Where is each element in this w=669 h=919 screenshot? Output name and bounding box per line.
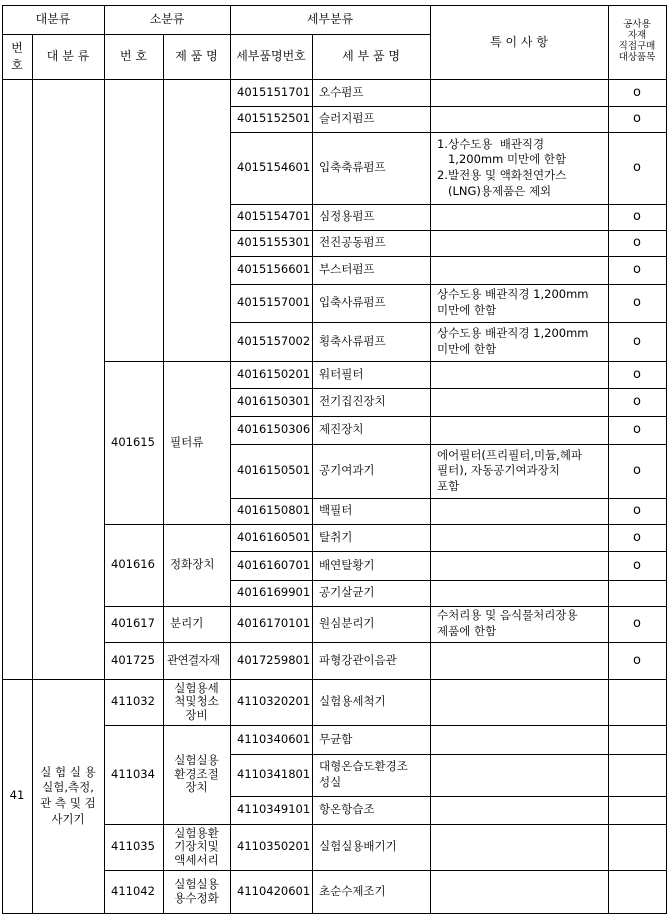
direct-purchase-mark: o <box>633 652 641 668</box>
detail-code: 4110340601 <box>237 731 311 746</box>
detail-note: 수처리용 및 음식물처리장용 제품에 한함 <box>437 608 578 638</box>
direct-purchase-mark <box>608 679 666 725</box>
direct-purchase-mark: o <box>633 422 641 438</box>
detail-name: 탈취기 <box>319 529 353 544</box>
detail-name: 항온항습조 <box>319 802 375 817</box>
detail-code: 4017259801 <box>237 652 311 667</box>
detail-code: 4015155301 <box>237 235 311 250</box>
detail-note <box>430 870 608 913</box>
detail-note <box>430 679 608 725</box>
detail-note <box>430 524 608 551</box>
minor-group-no: 401615 <box>111 434 155 449</box>
detail-name: 무균함 <box>319 731 353 746</box>
detail-code: 4016150501 <box>237 463 311 478</box>
header-major-group: 대분류 <box>35 12 71 27</box>
detail-note <box>430 416 608 444</box>
detail-note <box>430 754 608 796</box>
minor-group-no: 401617 <box>111 616 155 631</box>
detail-code: 4110320201 <box>237 694 311 709</box>
direct-purchase-mark: o <box>633 160 641 176</box>
direct-purchase-mark <box>608 580 666 606</box>
detail-code: 4016150306 <box>237 422 311 437</box>
detail-code: 4110341801 <box>237 767 311 782</box>
minor-group-name: 분리기 <box>170 616 204 631</box>
detail-note <box>430 204 608 230</box>
minor-group-no: 411042 <box>111 883 155 898</box>
detail-note <box>430 796 608 824</box>
detail-name: 제진장치 <box>319 422 364 437</box>
detail-code: 4016150301 <box>237 394 311 409</box>
direct-purchase-mark: o <box>633 529 641 545</box>
detail-code: 4015157001 <box>237 295 311 310</box>
detail-code: 4015154701 <box>237 209 311 224</box>
direct-purchase-mark: o <box>633 235 641 251</box>
minor-group-no: 411032 <box>111 694 155 709</box>
minor-group-no: 411034 <box>111 766 155 781</box>
direct-purchase-mark: o <box>633 333 641 349</box>
detail-note: 1.상수도용 배관직경 1,200mm 미만에 한함 2.발전용 및 액화천연가스 (LNG)용제품은 제외 <box>437 136 567 198</box>
detail-code: 4016150801 <box>237 503 311 518</box>
detail-name: 입축축류펌프 <box>319 160 386 175</box>
major-group-no: 41 <box>9 788 25 803</box>
detail-note <box>430 824 608 870</box>
detail-name: 백필터 <box>319 503 353 518</box>
detail-name: 공기살균기 <box>319 585 375 600</box>
detail-name: 슬러지펌프 <box>319 111 375 126</box>
detail-note <box>430 256 608 284</box>
minor-group-no: 411035 <box>111 839 155 854</box>
minor-group-name: 실험실용 환경조절 장치 <box>174 752 219 795</box>
detail-code: 4015156601 <box>237 262 311 277</box>
detail-name: 입축사류펌프 <box>319 295 386 310</box>
detail-name: 부스터펌프 <box>319 262 375 277</box>
detail-code: 4016170101 <box>237 616 311 631</box>
detail-name: 실험실용배기기 <box>319 839 397 854</box>
detail-note <box>430 388 608 416</box>
detail-name: 원심분리기 <box>319 616 375 631</box>
direct-purchase-mark: o <box>633 366 641 382</box>
header-minor-no: 번 호 <box>120 49 147 64</box>
direct-purchase-mark <box>608 725 666 754</box>
detail-code: 4110349101 <box>237 802 311 817</box>
detail-code: 4016160501 <box>237 529 311 544</box>
detail-note <box>430 230 608 256</box>
direct-purchase-mark: o <box>633 295 641 311</box>
major-group-name: 실 험 실 용 실험,측정, 관 측 및 검 사기기 <box>40 764 96 826</box>
detail-note: 상수도용 배관직경 1,200mm 미만에 한함 <box>437 325 589 356</box>
direct-purchase-mark <box>608 754 666 796</box>
direct-purchase-mark: o <box>633 394 641 410</box>
detail-name: 배연탈황기 <box>319 557 375 572</box>
header-minor-group: 소분류 <box>149 12 185 27</box>
detail-name: 실험용세척기 <box>319 694 386 709</box>
detail-note <box>430 106 608 132</box>
detail-name: 오수펌프 <box>319 84 364 99</box>
direct-purchase-mark: o <box>633 84 641 100</box>
direct-purchase-mark <box>608 824 666 870</box>
direct-purchase-mark: o <box>633 111 641 127</box>
detail-name: 대형온습도환경조 성실 <box>319 759 408 789</box>
header-remarks: 특 이 사 항 <box>490 34 548 49</box>
header-detail-no: 세부품명번호 <box>236 49 306 64</box>
detail-name: 워터필터 <box>319 366 364 381</box>
direct-purchase-mark: o <box>633 463 641 479</box>
direct-purchase-mark <box>608 870 666 913</box>
detail-note <box>430 551 608 580</box>
detail-name: 전진공동펌프 <box>319 235 386 250</box>
header-product-name: 제 품 명 <box>175 49 218 64</box>
direct-purchase-mark: o <box>633 557 641 573</box>
detail-note <box>430 725 608 754</box>
minor-group-name: 실험용환 기장치및 액세서리 <box>174 826 219 867</box>
detail-note: 상수도용 배관직경 1,200mm 미만에 한함 <box>437 287 589 317</box>
detail-note <box>430 498 608 524</box>
detail-note <box>430 580 608 606</box>
detail-note <box>430 79 608 106</box>
detail-note <box>430 642 608 679</box>
header-major-name: 대 분 류 <box>46 49 90 64</box>
header-no: 번 호 <box>11 41 23 72</box>
detail-note <box>430 361 608 388</box>
detail-name: 전기집진장치 <box>319 394 386 409</box>
detail-name: 공기여과기 <box>319 463 375 478</box>
detail-note: 에어필터(프리필터,미듐,헤파 필터), 자동공기여과장치 포함 <box>437 447 583 493</box>
direct-purchase-mark: o <box>633 503 641 519</box>
direct-purchase-mark: o <box>633 209 641 225</box>
detail-name: 심정용펌프 <box>319 209 375 224</box>
minor-group-name: 필터류 <box>170 434 204 449</box>
minor-group-no: 401725 <box>111 652 155 667</box>
direct-purchase-mark <box>608 796 666 824</box>
detail-name: 파형강관이음관 <box>319 652 397 667</box>
detail-code: 4110350201 <box>237 839 311 854</box>
detail-code: 4016160701 <box>237 557 311 572</box>
minor-group-name: 관연결자재 <box>167 652 220 667</box>
minor-group-name: 정화장치 <box>170 557 215 572</box>
detail-code: 4110420601 <box>237 883 311 898</box>
detail-code: 4015157002 <box>237 333 311 348</box>
header-detail-group: 세부분류 <box>306 12 354 27</box>
detail-code: 4015152501 <box>237 111 311 126</box>
detail-code: 4015151701 <box>237 84 311 99</box>
detail-code: 4016169901 <box>237 585 311 600</box>
detail-code: 4016150201 <box>237 366 311 381</box>
detail-name: 초순수제조기 <box>319 883 386 898</box>
detail-name: 횡축사류펌프 <box>319 333 386 348</box>
direct-purchase-mark: o <box>633 262 641 278</box>
minor-group-no: 401616 <box>111 557 155 572</box>
header-direct-purchase: 공사용 자재 직접구매 대상품목 <box>618 19 656 63</box>
minor-group-name: 실험실용 용수정화 <box>174 877 219 905</box>
direct-purchase-mark: o <box>633 616 641 632</box>
header-detail-name: 세 부 품 명 <box>342 49 400 64</box>
minor-group-name: 실험용세 척및청소 장비 <box>174 681 219 722</box>
detail-code: 4015154601 <box>237 160 311 175</box>
